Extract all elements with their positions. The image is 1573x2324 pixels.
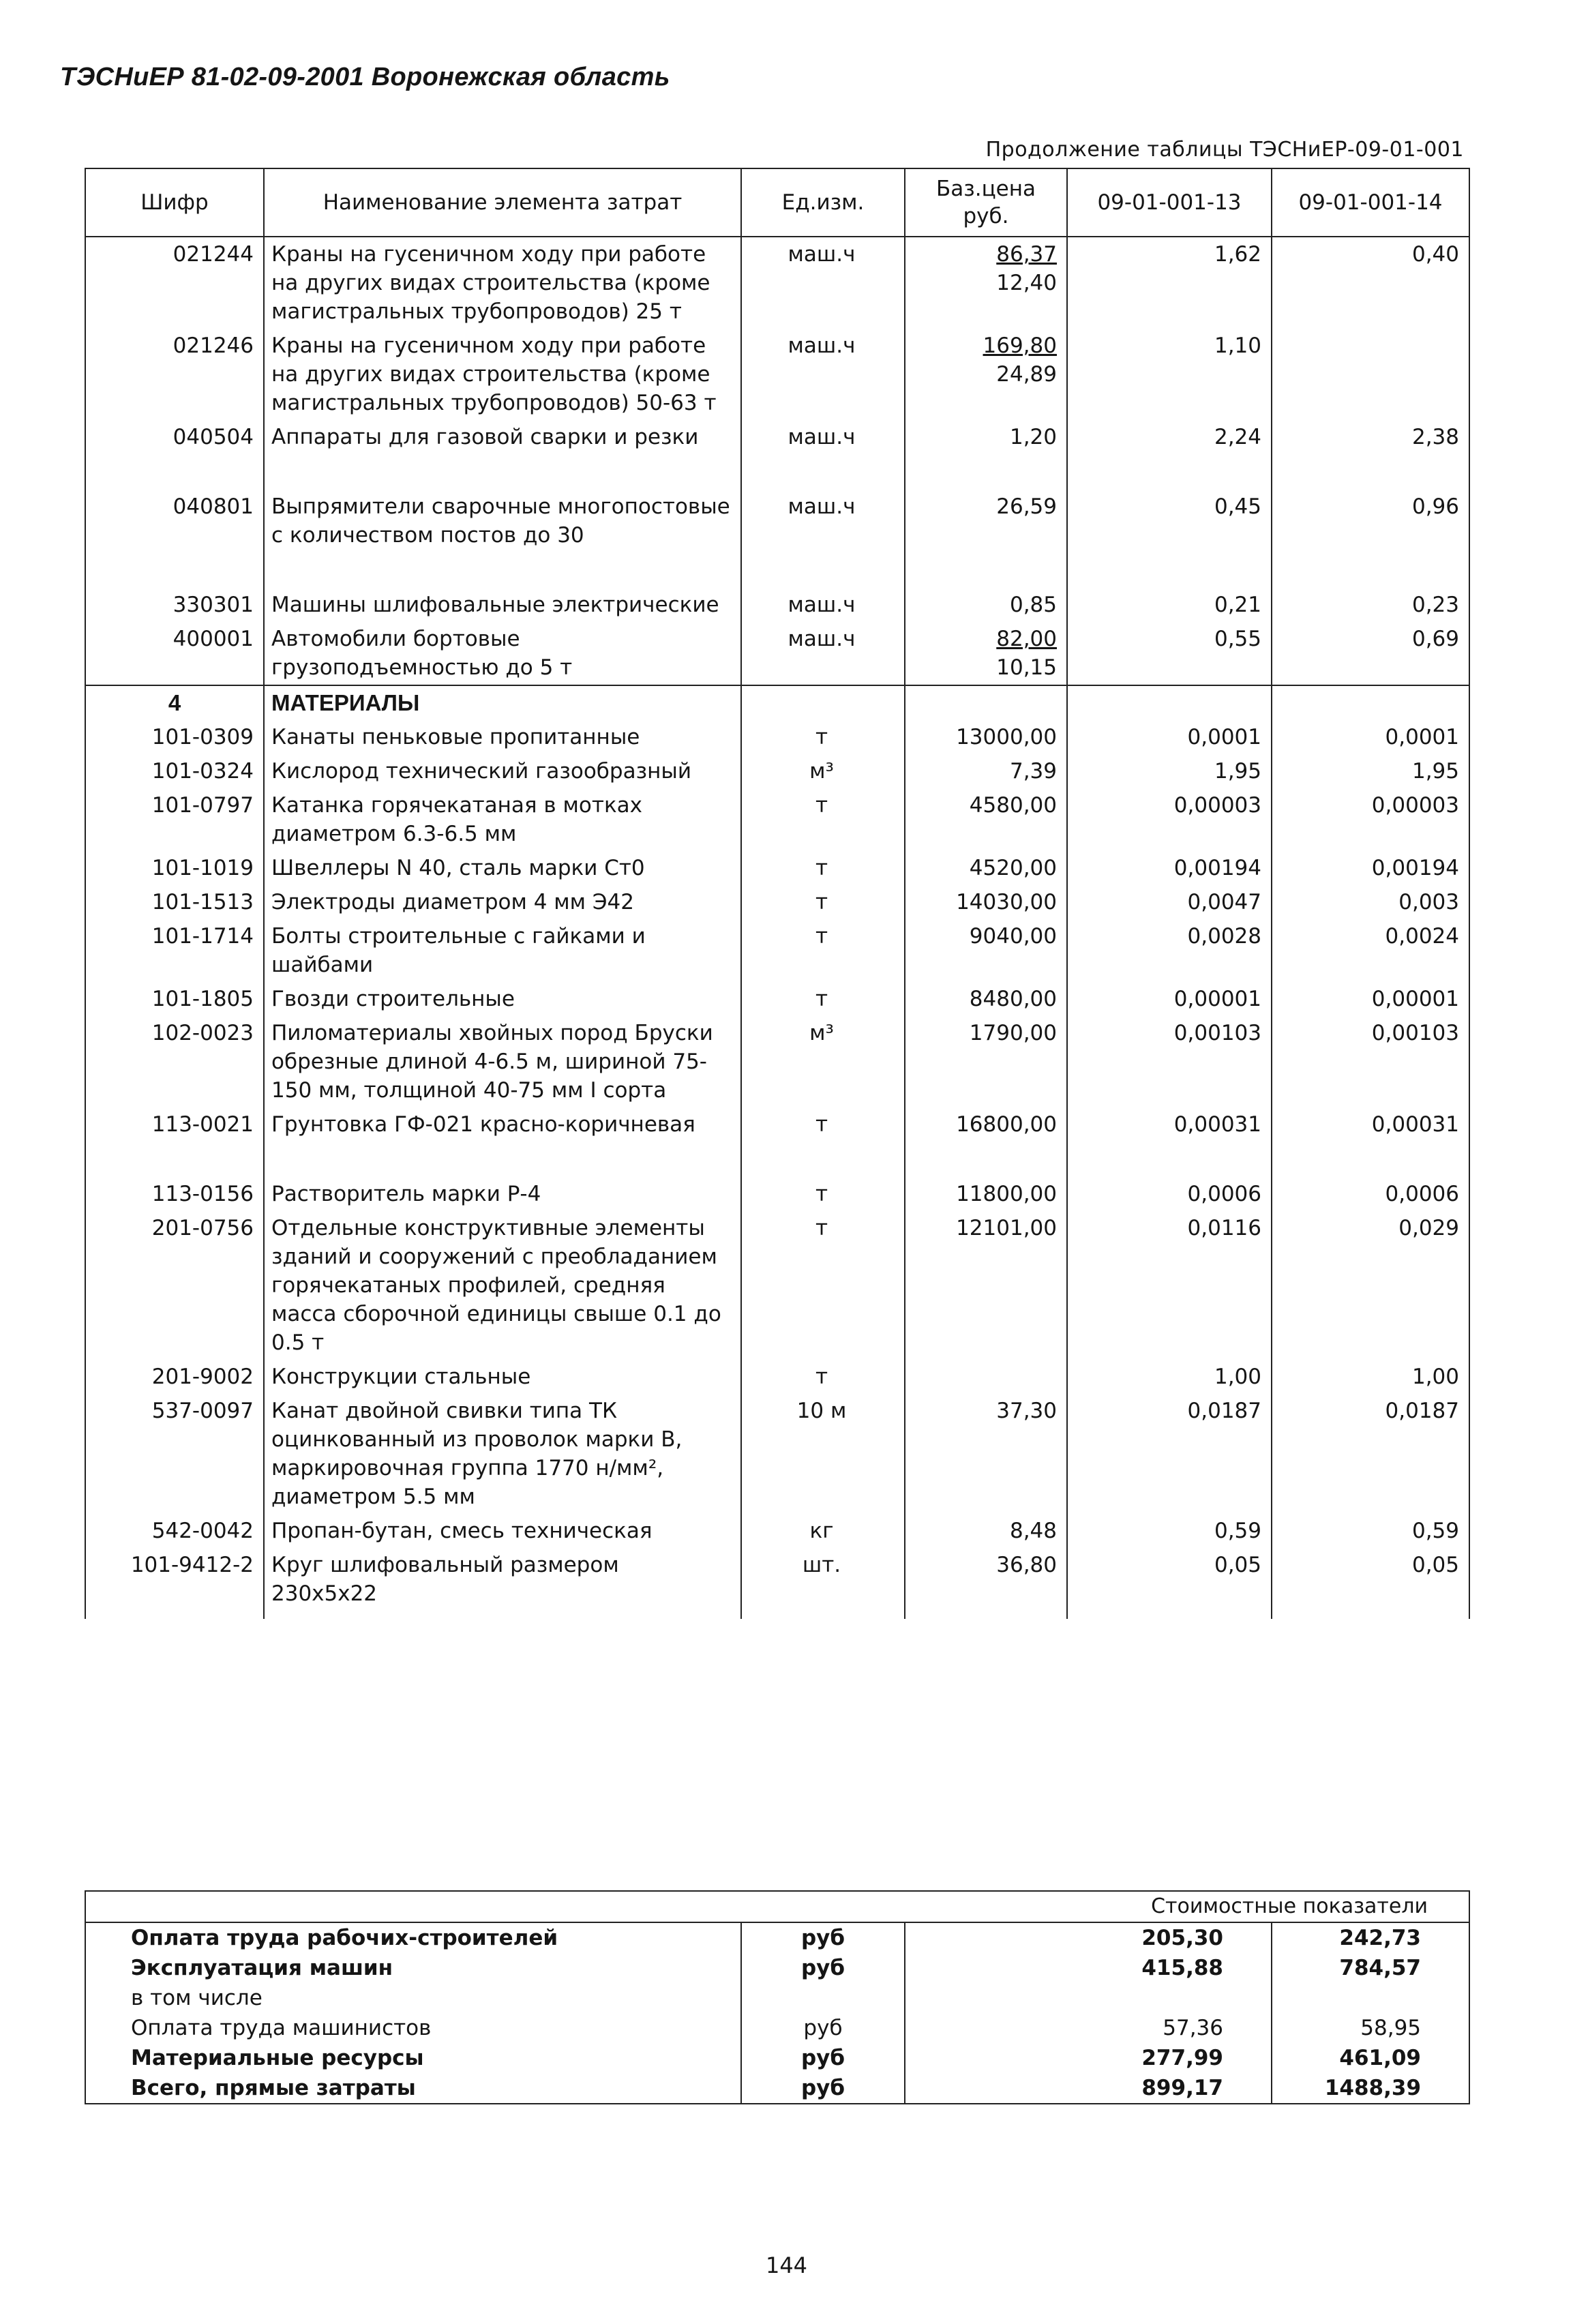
row-value-13: 0,55 xyxy=(1067,622,1272,685)
row-name: Растворитель марки Р-4 xyxy=(264,1177,741,1211)
table-row xyxy=(85,237,1469,329)
row-value-13: 0,0187 xyxy=(1067,1394,1272,1514)
table-spacer xyxy=(85,552,1469,588)
summary-value-14: 58,95 xyxy=(1272,2013,1469,2043)
row-code: 021246 xyxy=(85,329,264,420)
summary-row xyxy=(85,1953,1469,1983)
row-code: 101-0324 xyxy=(85,754,264,788)
row-name: Конструкции стальные xyxy=(264,1360,741,1394)
row-code: 021244 xyxy=(85,237,264,329)
summary-label: Оплата труда машинистов xyxy=(131,2016,432,2040)
row-value-13: 2,24 xyxy=(1067,420,1272,454)
summary-row xyxy=(85,1922,1469,1953)
row-price: 14030,00 xyxy=(905,885,1067,919)
row-price: 12101,00 xyxy=(905,1211,1067,1360)
table-spacer xyxy=(85,1142,1469,1177)
row-unit: маш.ч xyxy=(741,329,905,420)
row-code: 102-0023 xyxy=(85,1016,264,1107)
row-value-14: 0,96 xyxy=(1272,490,1469,552)
summary-value-13: 57,36 xyxy=(1163,2016,1223,2040)
row-name: Канат двойной свивки типа ТК оцинкованный из проволок марки В, маркировочная группа 1770 н/мм², диаметром 5.5 мм xyxy=(264,1394,741,1514)
summary-unit: руб xyxy=(741,1953,905,1983)
row-unit: т xyxy=(741,720,905,754)
row-value-14: 0,40 xyxy=(1272,237,1469,329)
row-unit: т xyxy=(741,788,905,851)
row-name: Пропан-бутан, смесь техническая xyxy=(264,1514,741,1548)
row-unit: 10 м xyxy=(741,1394,905,1514)
table-row xyxy=(85,982,1469,1016)
row-price: 8480,00 xyxy=(905,982,1067,1016)
row-value-14 xyxy=(1272,329,1469,420)
price-wage-value: 12,40 xyxy=(996,271,1057,295)
row-name: Гвозди строительные xyxy=(264,982,741,1016)
table-row xyxy=(85,588,1469,622)
summary-value-13: 277,99 xyxy=(1141,2046,1223,2070)
row-name: Болты строительные с гайками и шайбами xyxy=(264,919,741,982)
row-value-14: 0,0006 xyxy=(1272,1177,1469,1211)
summary-label: Эксплуатация машин xyxy=(131,1956,393,1980)
row-unit: маш.ч xyxy=(741,622,905,685)
row-unit: т xyxy=(741,885,905,919)
row-name: Кислород технический газообразный xyxy=(264,754,741,788)
summary-label: в том числе xyxy=(131,1986,263,2010)
row-code: 101-0797 xyxy=(85,788,264,851)
table-continuation-caption: Продолжение таблицы ТЭСНиЕР-09-01-001 xyxy=(985,138,1464,162)
table-row xyxy=(85,851,1469,885)
row-price: 7,39 xyxy=(905,754,1067,788)
row-price xyxy=(905,237,1067,329)
page-number: 144 xyxy=(765,2252,808,2278)
row-price: 1,20 xyxy=(905,420,1067,454)
resource-table xyxy=(85,168,1470,1619)
row-value-14: 0,59 xyxy=(1272,1514,1469,1548)
row-name: Канаты пеньковые пропитанные xyxy=(264,720,741,754)
row-code: 101-1805 xyxy=(85,982,264,1016)
row-value-14: 2,38 xyxy=(1272,420,1469,454)
row-price: 4520,00 xyxy=(905,851,1067,885)
row-name: Пиломатериалы хвойных пород Бруски обрезные длиной 4-6.5 м, шириной 75-150 мм, толщиной 40-75 мм I сорта xyxy=(264,1016,741,1107)
table-spacer xyxy=(85,1611,1469,1619)
row-value-14: 0,0187 xyxy=(1272,1394,1469,1514)
row-value-14: 0,05 xyxy=(1272,1548,1469,1611)
row-price: 8,48 xyxy=(905,1514,1067,1548)
summary-label: Оплата труда рабочих-строителей xyxy=(131,1926,558,1950)
row-unit: т xyxy=(741,1360,905,1394)
row-unit: маш.ч xyxy=(741,490,905,552)
row-code: 537-0097 xyxy=(85,1394,264,1514)
table-header-row xyxy=(85,168,1469,237)
summary-value-14 xyxy=(1272,1983,1469,2013)
row-value-13: 0,00001 xyxy=(1067,982,1272,1016)
price-wage-value: 10,15 xyxy=(996,655,1057,680)
row-value-13: 0,0028 xyxy=(1067,919,1272,982)
row-value-14: 1,00 xyxy=(1272,1360,1469,1394)
section-header-row xyxy=(85,685,1469,720)
summary-unit: руб xyxy=(741,1922,905,1953)
summary-row xyxy=(85,1983,1469,2013)
cost-summary-table xyxy=(85,1890,1470,2104)
row-code: 101-9412-2 xyxy=(85,1548,264,1611)
cost-summary-caption: Стоимостные показатели xyxy=(85,1891,1469,1922)
row-code: 101-0309 xyxy=(85,720,264,754)
summary-value-13: 899,17 xyxy=(1141,2076,1223,2100)
row-name: Аппараты для газовой сварки и резки xyxy=(264,420,741,454)
row-value-14: 0,00194 xyxy=(1272,851,1469,885)
row-unit: т xyxy=(741,1177,905,1211)
row-unit: т xyxy=(741,982,905,1016)
row-name: Грунтовка ГФ-021 красно-коричневая xyxy=(264,1107,741,1142)
row-value-14: 1,95 xyxy=(1272,754,1469,788)
summary-row xyxy=(85,2013,1469,2043)
row-code: 101-1513 xyxy=(85,885,264,919)
row-unit: т xyxy=(741,919,905,982)
row-name: Электроды диаметром 4 мм Э42 xyxy=(264,885,741,919)
row-value-13: 0,00103 xyxy=(1067,1016,1272,1107)
row-value-13: 0,00194 xyxy=(1067,851,1272,885)
row-unit: маш.ч xyxy=(741,588,905,622)
table-row xyxy=(85,885,1469,919)
summary-value-14: 461,09 xyxy=(1272,2043,1469,2073)
table-row xyxy=(85,720,1469,754)
price-value: 86,37 xyxy=(996,242,1057,267)
summary-value-13: 415,88 xyxy=(1141,1956,1223,1980)
row-value-14: 0,029 xyxy=(1272,1211,1469,1360)
row-price: 11800,00 xyxy=(905,1177,1067,1211)
row-unit: м³ xyxy=(741,1016,905,1107)
row-value-13: 1,62 xyxy=(1067,237,1272,329)
row-value-14: 0,23 xyxy=(1272,588,1469,622)
row-price: 26,59 xyxy=(905,490,1067,552)
header-col13: 09-01-001-13 xyxy=(1067,168,1272,237)
table-row xyxy=(85,490,1469,552)
summary-value-14: 242,73 xyxy=(1272,1922,1469,1953)
summary-value-14: 784,57 xyxy=(1272,1953,1469,1983)
summary-unit xyxy=(741,1983,905,2013)
row-value-13: 0,0001 xyxy=(1067,720,1272,754)
row-name: Швеллеры N 40, сталь марки Ст0 xyxy=(264,851,741,885)
row-value-13: 0,59 xyxy=(1067,1514,1272,1548)
row-value-14: 0,00031 xyxy=(1272,1107,1469,1142)
row-unit: шт. xyxy=(741,1548,905,1611)
row-value-13: 0,00003 xyxy=(1067,788,1272,851)
row-code: 113-0156 xyxy=(85,1177,264,1211)
row-price: 9040,00 xyxy=(905,919,1067,982)
row-name: Машины шлифовальные электрические xyxy=(264,588,741,622)
table-row xyxy=(85,420,1469,454)
row-value-13: 1,00 xyxy=(1067,1360,1272,1394)
row-code: 201-0756 xyxy=(85,1211,264,1360)
summary-unit: руб xyxy=(741,2073,905,2104)
table-row xyxy=(85,1360,1469,1394)
row-code: 542-0042 xyxy=(85,1514,264,1548)
row-price: 37,30 xyxy=(905,1394,1067,1514)
row-value-14: 0,00003 xyxy=(1272,788,1469,851)
row-value-13: 0,0116 xyxy=(1067,1211,1272,1360)
header-code: Шифр xyxy=(85,168,264,237)
row-code: 330301 xyxy=(85,588,264,622)
table-row xyxy=(85,622,1469,685)
row-unit: т xyxy=(741,1107,905,1142)
header-name: Наименование элемента затрат xyxy=(264,168,741,237)
section-code: 4 xyxy=(85,685,264,720)
row-value-14: 0,0024 xyxy=(1272,919,1469,982)
table-row xyxy=(85,919,1469,982)
summary-unit: руб xyxy=(741,2013,905,2043)
row-code: 113-0021 xyxy=(85,1107,264,1142)
row-value-13: 0,45 xyxy=(1067,490,1272,552)
row-code: 201-9002 xyxy=(85,1360,264,1394)
table-row xyxy=(85,788,1469,851)
cost-summary-caption-row xyxy=(85,1891,1469,1922)
row-value-14: 0,003 xyxy=(1272,885,1469,919)
row-price: 16800,00 xyxy=(905,1107,1067,1142)
header-price: Баз.цена руб. xyxy=(905,168,1067,237)
row-name: Краны на гусеничном ходу при работе на других видах строительства (кроме магистральных трубопроводов) 50-63 т xyxy=(264,329,741,420)
row-name: Катанка горячекатаная в мотках диаметром 6.3-6.5 мм xyxy=(264,788,741,851)
row-code: 101-1019 xyxy=(85,851,264,885)
row-unit: маш.ч xyxy=(741,420,905,454)
row-name: Выпрямители сварочные многопостовые с количеством постов до 30 xyxy=(264,490,741,552)
row-price xyxy=(905,1360,1067,1394)
row-value-13: 0,00031 xyxy=(1067,1107,1272,1142)
table-row xyxy=(85,1211,1469,1360)
row-price xyxy=(905,329,1067,420)
table-row xyxy=(85,1016,1469,1107)
row-value-13: 1,95 xyxy=(1067,754,1272,788)
document-header: ТЭСНиЕР 81-02-09-2001 Воронежская область xyxy=(60,63,670,91)
price-wage-value: 24,89 xyxy=(996,362,1057,387)
row-unit: маш.ч xyxy=(741,237,905,329)
row-code: 101-1714 xyxy=(85,919,264,982)
table-row xyxy=(85,1548,1469,1611)
row-value-14: 0,00001 xyxy=(1272,982,1469,1016)
row-name: Автомобили бортовые грузоподъемностью до 5 т xyxy=(264,622,741,685)
table-row xyxy=(85,1107,1469,1142)
row-name: Круг шлифовальный размером 230х5х22 xyxy=(264,1548,741,1611)
row-value-13: 1,10 xyxy=(1067,329,1272,420)
price-value: 169,80 xyxy=(983,333,1057,358)
row-unit: кг xyxy=(741,1514,905,1548)
row-price: 4580,00 xyxy=(905,788,1067,851)
row-price: 13000,00 xyxy=(905,720,1067,754)
row-unit: т xyxy=(741,851,905,885)
row-value-13: 0,21 xyxy=(1067,588,1272,622)
summary-unit: руб xyxy=(741,2043,905,2073)
row-value-14: 0,69 xyxy=(1272,622,1469,685)
summary-value-13: 205,30 xyxy=(1141,1926,1223,1950)
row-value-13: 0,0047 xyxy=(1067,885,1272,919)
section-title: МАТЕРИАЛЫ xyxy=(264,685,741,720)
row-price xyxy=(905,622,1067,685)
row-value-13: 0,0006 xyxy=(1067,1177,1272,1211)
row-value-14: 0,0001 xyxy=(1272,720,1469,754)
summary-row xyxy=(85,2073,1469,2104)
row-name: Отдельные конструктивные элементы зданий и сооружений с преобладанием горячекатаных профилей, средняя масса сборочной единицы свыше 0.1 до 0.5 т xyxy=(264,1211,741,1360)
header-unit: Ед.изм. xyxy=(741,168,905,237)
row-code: 400001 xyxy=(85,622,264,685)
price-value: 82,00 xyxy=(996,627,1057,651)
summary-label: Всего, прямые затраты xyxy=(131,2076,416,2100)
row-value-14: 0,00103 xyxy=(1272,1016,1469,1107)
row-price: 1790,00 xyxy=(905,1016,1067,1107)
table-row xyxy=(85,1394,1469,1514)
row-code: 040801 xyxy=(85,490,264,552)
table-row xyxy=(85,1514,1469,1548)
row-name: Краны на гусеничном ходу при работе на других видах строительства (кроме магистральных трубопроводов) 25 т xyxy=(264,237,741,329)
table-spacer xyxy=(85,454,1469,490)
summary-label: Материальные ресурсы xyxy=(131,2046,424,2070)
row-code: 040504 xyxy=(85,420,264,454)
row-price: 36,80 xyxy=(905,1548,1067,1611)
summary-value-14: 1488,39 xyxy=(1272,2073,1469,2104)
header-col14: 09-01-001-14 xyxy=(1272,168,1469,237)
row-unit: т xyxy=(741,1211,905,1360)
row-value-13: 0,05 xyxy=(1067,1548,1272,1611)
table-row xyxy=(85,754,1469,788)
table-row xyxy=(85,329,1469,420)
row-price: 0,85 xyxy=(905,588,1067,622)
table-row xyxy=(85,1177,1469,1211)
row-unit: м³ xyxy=(741,754,905,788)
summary-row xyxy=(85,2043,1469,2073)
summary-value-13 xyxy=(1067,1983,1272,2013)
